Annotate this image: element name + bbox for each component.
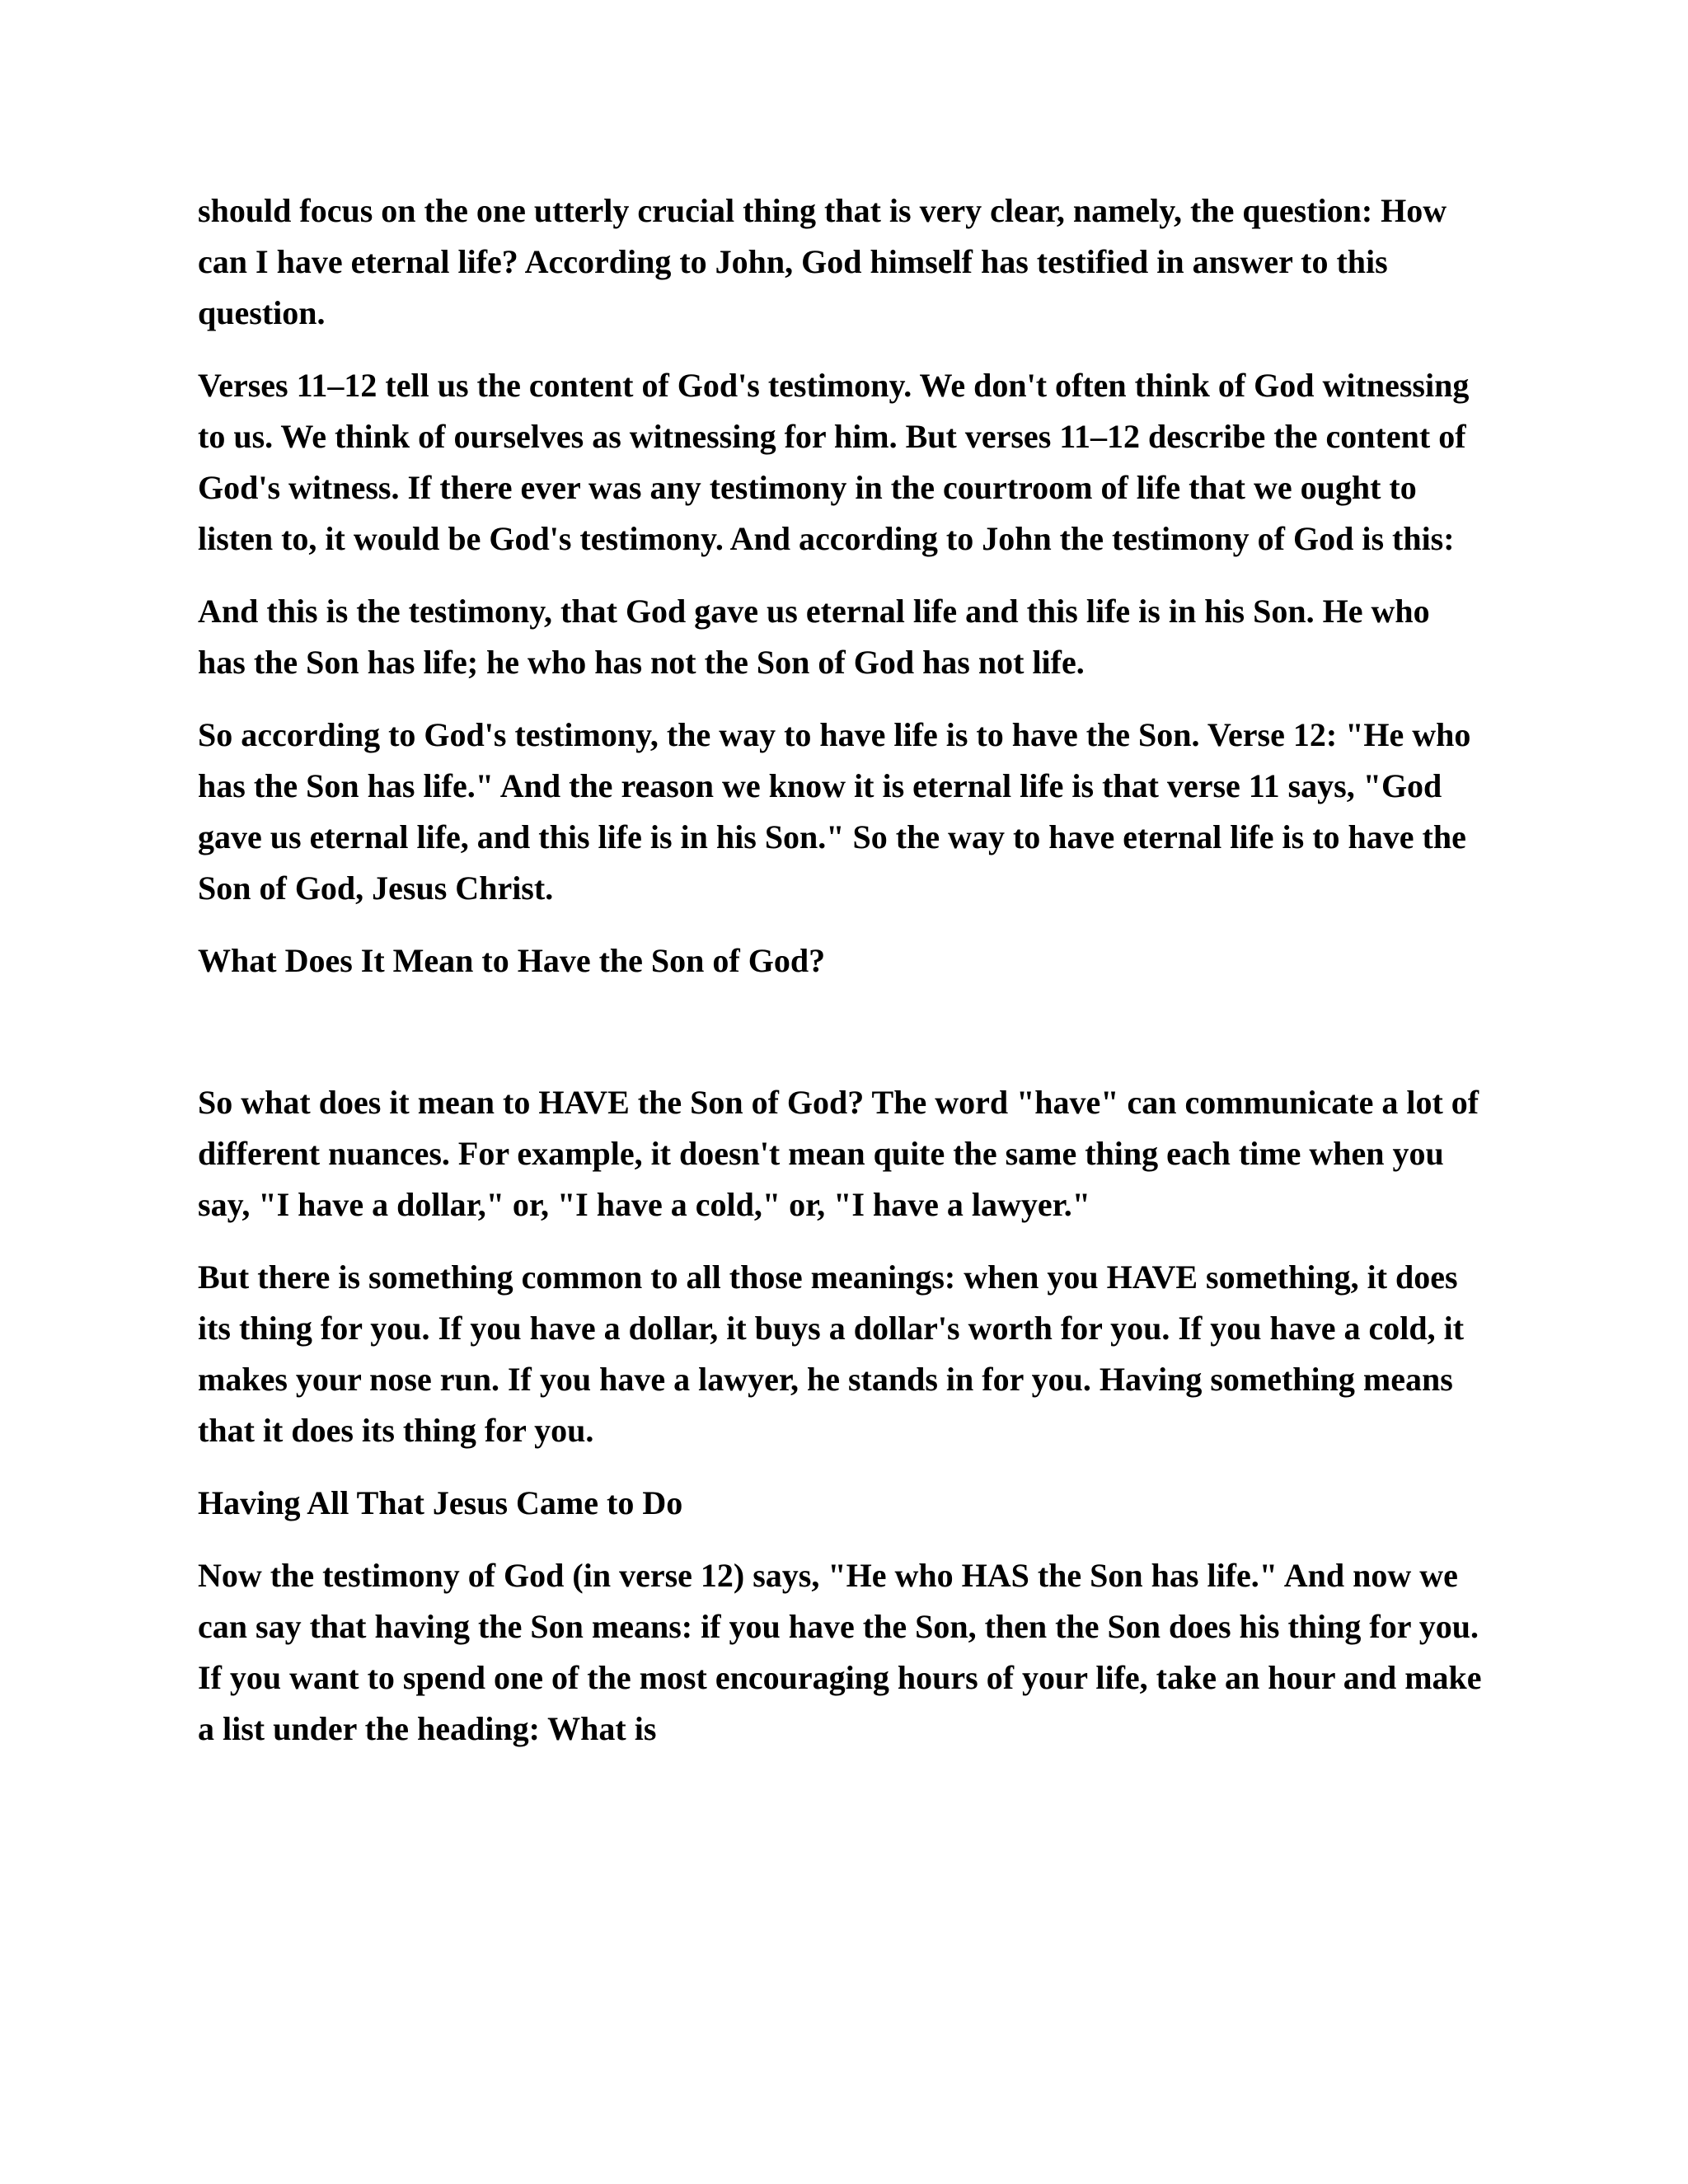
paragraph-have-the-son: So according to God's testimony, the way to have life is to have the Son. Verse 12: "He who has the Son has life." And the reason we know it is eternal life is that verse 11 says, "God gave us eternal life, and this life is in his Son." So the way to have eternal life is to have the Son of God, Jesus Christ. — [198, 716, 1471, 907]
paragraph-testimony-verse-12: Now the testimony of God (in verse 12) says, "He who HAS the Son has life." And now we can say that having the Son means: if you have the Son, then the Son does his thing for you. If you want to spend one of the most encouraging hours of your life, take an hour and make a list under the heading: What is — [198, 1557, 1482, 1747]
section-heading-having-all: Having All That Jesus Came to Do — [198, 1484, 683, 1521]
paragraph-scripture-quote: And this is the testimony, that God gave us eternal life and this life is in his Son. He who has the Son has life; he who has not the Son of God has not life. — [198, 593, 1430, 681]
paragraph-intro: should focus on the one utterly crucial thing that is very clear, namely, the question: How can I have eternal life? According to John, God himself has testified in answer to this question. — [198, 192, 1447, 331]
paragraph-gods-testimony: Verses 11–12 tell us the content of God's testimony. We don't often think of God witnessing to us. We think of ourselves as witnessing for him. But verses 11–12 describe the content of God's witness. If there ever was any testimony in the courtroom of life that we ought to listen to, it would be God's testimony. And according to John the testimony of God is this: — [198, 367, 1470, 557]
paragraph-common-meaning: But there is something common to all those meanings: when you HAVE something, it does its thing for you. If you have a dollar, it buys a dollar's worth for you. If you have a cold, it makes your nose run. If you have a lawyer, he stands in for you. Having something means that it does its thing for you. — [198, 1258, 1465, 1449]
paragraph-meaning-of-have: So what does it mean to HAVE the Son of God? The word "have" can communicate a lot of different nuances. For example, it doesn't mean quite the same thing each time when you say, "I have a dollar," or, "I have a cold," or, "I have a lawyer." — [198, 1084, 1479, 1223]
document-page — [198, 185, 1484, 1776]
section-heading-have-son-of-god: What Does It Mean to Have the Son of God? — [198, 942, 826, 979]
